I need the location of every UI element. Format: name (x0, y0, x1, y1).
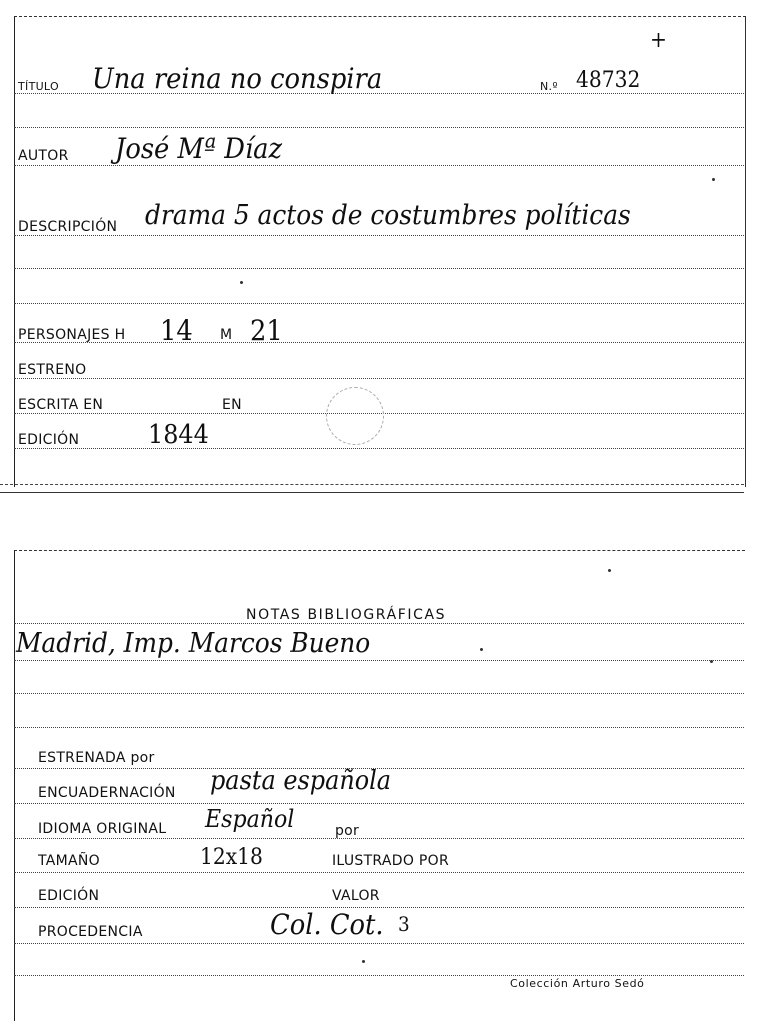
edicion-value: 1844 (148, 420, 209, 450)
edicion-bottom-label: EDICIÓN (38, 888, 100, 904)
procedencia-label: PROCEDENCIA (38, 924, 143, 940)
autor-rule (14, 165, 744, 166)
descripcion-rule (14, 235, 744, 236)
blank-rule-2 (14, 268, 744, 269)
estreno-label: ESTRENO (18, 362, 87, 378)
scan-speck (362, 960, 365, 963)
personajes-h-value: 14 (160, 314, 193, 347)
blank-rule-1 (14, 127, 744, 128)
procedencia-rule (14, 943, 744, 944)
tamano-rule (14, 872, 744, 873)
autor-value: José Mª Díaz (115, 132, 283, 165)
estrenada-label: ESTRENADA por (38, 750, 155, 766)
collection-credit: Colección Arturo Sedó (510, 977, 645, 990)
scan-speck (710, 660, 713, 663)
scan-speck (712, 178, 715, 181)
tamano-value: 12x18 (200, 845, 263, 870)
autor-label: AUTOR (18, 148, 69, 164)
encuadernacion-rule (14, 803, 744, 804)
idioma-label: IDIOMA ORIGINAL (38, 821, 167, 837)
edicion-label: EDICIÓN (18, 432, 80, 448)
personajes-label: PERSONAJES H (18, 327, 126, 343)
idioma-value: Español (205, 805, 295, 833)
ilustrado-label: ILUSTRADO POR (332, 853, 449, 869)
card-bottom-edge (0, 492, 744, 493)
blank-rule-5 (14, 727, 744, 728)
notas-rule (14, 660, 744, 661)
blank-rule-3 (14, 303, 744, 304)
punch-hole (326, 387, 384, 445)
notas-heading: NOTAS BIBLIOGRÁFICAS (246, 607, 447, 623)
descripcion-value: drama 5 actos de costumbres políticas (145, 200, 631, 231)
idioma-rule (14, 838, 744, 839)
titulo-rule (14, 93, 744, 94)
notas-value: Madrid, Imp. Marcos Bueno (16, 628, 371, 659)
personajes-m-value: 21 (250, 314, 283, 347)
por-label: por (335, 823, 360, 839)
estreno-rule (14, 378, 744, 379)
encuadernacion-label: ENCUADERNACIÓN (38, 785, 176, 801)
numero-label: N.º (540, 80, 558, 93)
titulo-value: Una reina no conspira (92, 62, 383, 95)
numero-value: 48732 (576, 68, 641, 93)
blank-rule-4 (14, 693, 744, 694)
descripcion-label: DESCRIPCIÓN (18, 219, 118, 235)
personajes-rule (14, 342, 744, 343)
notas-heading-rule (14, 623, 744, 624)
card-bottom-dash (0, 484, 744, 485)
valor-label: VALOR (332, 888, 380, 904)
corner-mark: + (650, 28, 667, 53)
titulo-label: TÍTULO (18, 80, 59, 93)
scan-speck (480, 648, 483, 651)
scan-speck (240, 281, 243, 284)
procedencia-value: Col. Cot. (270, 908, 384, 941)
edicion-rule (14, 448, 744, 449)
scan-speck (608, 569, 611, 572)
tamano-label: TAMAÑO (38, 853, 100, 869)
blank-rule-6 (14, 975, 744, 976)
escrita-label: ESCRITA EN (18, 397, 104, 413)
en-label: EN (222, 397, 242, 413)
procedencia-extra: 3 (398, 912, 410, 936)
personajes-m-label: M (220, 327, 233, 343)
encuadernacion-value: pasta española (210, 766, 392, 796)
